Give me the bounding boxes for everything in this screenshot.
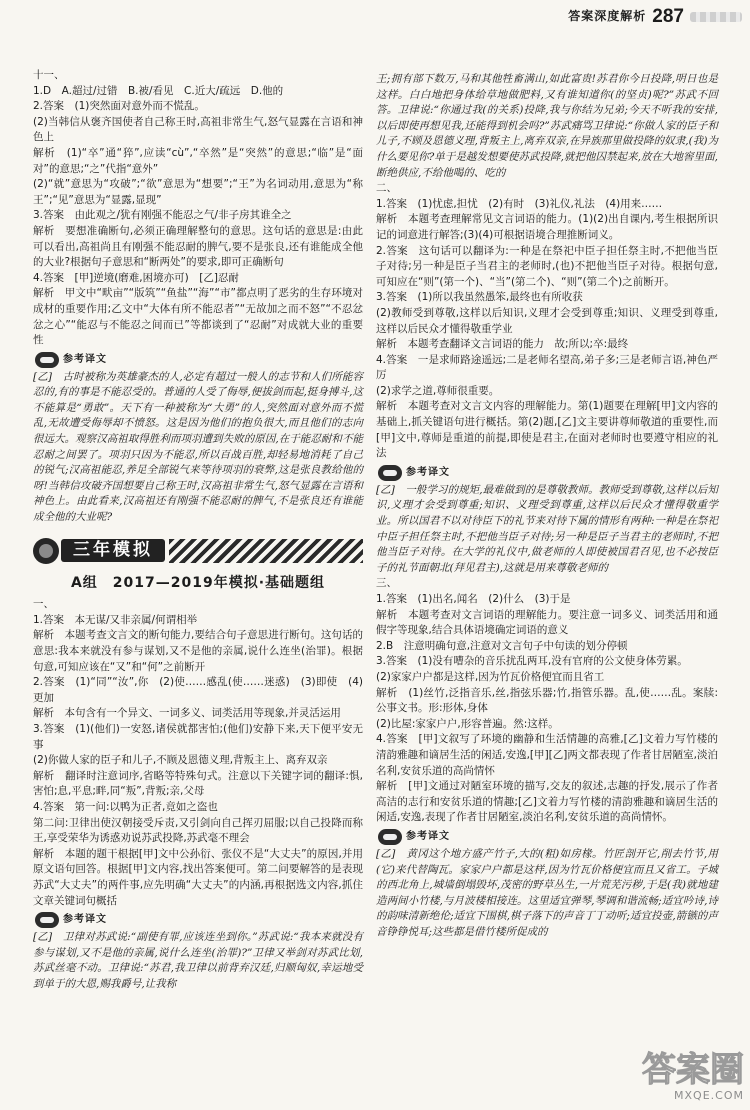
answer-item: 1.答案 (1)出名,闻名 (2)什么 (3)于是 xyxy=(376,593,571,605)
answer-item: 1.答案 本无谋/又非亲属/何谓相举 xyxy=(33,613,198,626)
answer-item: 2.答案 这句话可以翻译为:一种是在祭祀中臣子担任祭主时,不把他当臣子对待;另一种是臣子当君主的老师时,(也)不把他当臣子对待。根据句意,可知应在“则”(第一个)、“当”(第二个)、“则”(第二个)之前断开。 xyxy=(376,244,718,288)
answer-item: (2)求学之道,尊师很重要。 xyxy=(376,384,500,397)
reference-translation: [乙] 卫律对苏武说:“副使有罪,应该连坐到你。”苏武说:“我本来就没有参与谋划,又不是他的亲属,说什么连坐(治罪)?”卫律又举剑对苏武比划,苏武丝毫不动。卫律说:“苏君,我卫律以前背弃汉廷,归顺匈奴,幸运地受到单于的大恩,赐我爵号,让我称 xyxy=(33,931,363,990)
analysis-item: 解析 本题的题干根据[甲]文中公孙衍、张仪不是“大丈夫”的原因,并用原文语句回答。根据[甲]文内容,找出答案便可。第二问要解答的是表现苏武“大丈夫”的两件事,应先明确“大丈夫”的内涵,再根据选文内容,抓住文章关键词句概括 xyxy=(33,847,363,907)
answer-item: 3.答案 (1)没有嘈杂的音乐扰乱两耳,没有官府的公文使身体劳累。 xyxy=(376,655,688,668)
page-number: 287 xyxy=(652,6,684,28)
answer-item: 1.答案 (1)忧虑,担忧 (2)有时 (3)礼仪,礼法 (4)用来…… xyxy=(376,197,663,210)
analysis-item: 解析 [甲]文通过对陋室环境的描写,交友的叙述,志趣的抒发,展示了作者高洁的志行和安贫乐道的情趣;[乙]文着力写竹楼的清韵雅趣和谪居生活的闲适,安逸,表现了作者甘居陋室,淡泊名利,安贫乐道的高尚情怀。 xyxy=(376,780,718,824)
header-decoration xyxy=(690,12,742,22)
banner-title: 三年模拟 xyxy=(61,539,165,563)
book-icon xyxy=(35,912,59,928)
answer-item: 4.答案 第一问:以鸭为正者,竟如之盗也 xyxy=(33,800,218,813)
right-section-label: 二、 xyxy=(376,182,397,195)
answer-item: 4.答案 一是求师路途遥远;二是老师名望高,弟子多;三是老师言语,神色严厉 xyxy=(376,353,718,382)
analysis-item: 解析 翻译时注意词序,省略等特殊句式。注意以下关键字词的翻译:惧,害怕;息,平息;畔,同“叛”,背叛;亲,父母 xyxy=(33,769,363,798)
reference-translation-label: 参考译文 xyxy=(378,829,718,845)
reference-translation-label: 参考译文 xyxy=(378,465,718,481)
answer-item: 4.答案 [甲]文叙写了环境的幽静和生活情趣的高雅,[乙]文着力写竹楼的清韵雅趣和谪居生活的闲适,安逸,[甲][乙]两文都表现了作者甘居陋室,淡泊名利,安贫乐道的高尚情怀 xyxy=(376,733,718,777)
answer-item: 4.答案 [甲]逆境(磨难,困境亦可) [乙]忍耐 xyxy=(33,271,239,284)
right-section-label: 三、 xyxy=(376,577,397,590)
reference-translation: [乙] 黄冈这个地方盛产竹子,大的(粗)如房椽。竹匠剖开它,削去竹节,用(它)来代替陶瓦。家家户户都是这样,因为竹瓦价格便宜而且又省工。子城的西北角上,城墙倒塌毁坏,茂密的野草丛生,一片荒芜污秽,于是(我)就地建造两间小竹楼,与月波楼相接连。这里适宜弹琴,琴调和谐流畅;适宜吟诗,诗的韵味清新绝伦;适宜下围棋,棋子落下的声音丁丁动听;适宜投壶,箭镞的声音铮铮悦耳;这些都是借竹楼所促成的 xyxy=(376,847,718,938)
analysis-item: (2)比屋:家家户户,形容普遍。然:这样。 xyxy=(376,717,559,730)
answer-item: 2.B 注意明确句意,注意对文言句子中句读的划分停顿 xyxy=(376,639,628,652)
analysis-item: 解析 本题考查文言文的断句能力,要结合句子意思进行断句。这句话的意思:我本来就没有参与谋划,又不是他的亲属,说什么连坐(治罪)。根据句意,可知应该在“又”和“何”之前断开 xyxy=(33,629,363,673)
left-section-label: 一、 xyxy=(33,598,54,611)
reference-translation: [乙] 古时被称为英雄豪杰的人,必定有超过一般人的志节和人们所能容忍的,有的事是不能忍受的。普通的人受了侮辱,便拔剑而起,挺身搏斗,这不能算是“勇敢”。天下有一种被称为“大勇”的人,突然面对意外而不慌乱,无故遭受侮辱却不愤怒。这是因为他们的抱负很大,而且他们的志向很远大。观察汉高祖取得胜利而项羽遭到失败的原因,在于能忍耐和不能忍耐之间罢了。项羽只因为不能忍,所以百战百胜,却轻易地消耗了自己的锐气;汉高祖能忍,养足全部锐气来等待项羽的衰弊,这是张良教给他的呀!当韩信攻破齐国想要自己称王时,汉高祖非常生气,怒气显露在言语和神色上。由此看来,汉高祖还有刚强不能忍耐的脾气,不是张良还有谁能成全他的大业呢? xyxy=(33,370,363,524)
watermark-site: MXQE.COM xyxy=(674,1089,744,1102)
answer-item: 第二问:卫律出使汉朝接受斥责,又引剑向自己挥刃屈服;以自己投降而称王,享受荣华为诱惑劝说苏武投降,苏武毫不理会 xyxy=(33,816,363,845)
answer-item: 1.D A.超过/过错 B.被/看见 C.近大/疏远 D.他的 xyxy=(33,84,284,97)
answer-item: (2)当韩信从褒齐国使者自己称王时,高祖非常生气,怒气显露在言语和神色上 xyxy=(33,115,363,144)
analysis-item: 解析 要想准确断句,必须正确理解整句的意思。这句话的意思是:由此可以看出,高祖尚且有刚强不能忍耐的脾气,要不是张良,还有谁能成全他的大业?根据句子意思和“断两处”的要求,即可正确断句 xyxy=(33,224,363,269)
analysis-item: 解析 本题考查对文言词语的理解能力。要注意一词多义、词类活用和通假字等现象,结合具体语境确定词语的意义 xyxy=(376,608,718,637)
answer-item: (2)你做人家的臣子和儿子,不顾及恩德义理,背叛主上、离弃双亲 xyxy=(33,754,328,767)
answer-item: 2.答案 (1)突然面对意外而不慌乱。 xyxy=(33,100,205,113)
header-title: 答案深度解析 xyxy=(568,9,647,24)
page-header xyxy=(568,6,742,28)
answer-item: 3.答案 由此观之/犹有刚强不能忍之气/非子房其谁全之 xyxy=(33,209,292,222)
analysis-item: 解析 甲文中“畎亩”“版筑”“鱼盐”“海”“市”都点明了恶劣的生存环境对成材的重要作用;乙文中“大体有所不能忍者”“无故加之而不怒”“不忍忿忿之心”“能忍与不能忍之间而已”等都谈到了“忍耐”对成就大业的重要性 xyxy=(33,287,363,347)
banner-stripe xyxy=(169,539,363,563)
analysis-item: 解析 本题考查翻译文言词语的能力 故;所以;卒:最终 xyxy=(376,338,629,351)
reference-translation-continued: 王;拥有部下数万,马和其他牲畜满山,如此富贵!苏君你今日投降,明日也是这样。白白地把身体给草地做肥料,又有谁知道你(的坚贞)呢?”苏武不回答。卫律说:“你通过我(的关系)投降,我与你结为兄弟;今天不听我的安排,以后即使再想见我,还能得到机会吗?”苏武痛骂卫律说:“你做人家的臣子和儿子,不顾及恩德义理,背叛主上,离弃双亲,在异族那里做投降的奴隶,(我)为什么要见你?单于是越发想要使苏武投降,就把他囚禁起来,放在大地窖里面,断绝供应,不给他喝的、吃的 xyxy=(376,73,718,179)
reference-translation-label: 参考译文 xyxy=(35,352,363,368)
analysis-item: (2)“就”意思为“攻破”;“欲”意思为“想要”;“王”为名词动用,意思为“称王”;“见”意思为“显露,显现” xyxy=(33,178,363,206)
answer-item: 2.答案 (1)“同”“汝”,你 (2)使……感乱(使……迷惑) (3)即使 (4)更加 xyxy=(33,676,363,704)
left-column xyxy=(33,68,363,992)
analysis-item: 解析 (1)丝竹,泛指音乐,丝,指弦乐器;竹,指管乐器。乱,使……乱。案牍:公事文书。形:形体,身体 xyxy=(376,686,718,715)
answer-item: 3.答案 (1)所以我虽然愚笨,最终也有所收获 xyxy=(376,291,583,304)
analysis-item: 解析 本题考查对文言文内容的理解能力。第(1)题要在理解[甲]文内容的基础上,抓关键语句进行概括。第(2)题,[乙]文主要讲尊师敬道的重要性,而[甲]文中,尊师是重道的前提,即使是君主,在面对老师时也要遵守相应的礼法 xyxy=(376,400,718,460)
book-icon xyxy=(378,465,402,481)
left-section-label: 十一、 xyxy=(33,69,65,81)
answer-item: (2)家家户户都是这样,因为竹瓦价格便宜而且省工 xyxy=(376,670,605,683)
book-icon xyxy=(378,829,402,845)
reference-translation: [乙] 一般学习的规矩,最难做到的是尊敬教师。教师受到尊敬,这样以后知识,义理才会受到尊重;知识、义理受到尊重,这样以后民众才懂得敬重学业。所以国君不以对待臣下的礼节来对待下属的情形有两种:一种是在祭祀中臣子担任祭主时,不把他当臣子对待;另一种是臣子当君主的老师时,不把他当臣子对待。在大学的礼仪中,做老师的人即使被国君召见,也不必按臣子的礼节面朝北(拜见君主),这就是用来尊敬老师的 xyxy=(376,483,718,574)
group-title: A组 2017—2019年模拟·基础题组 xyxy=(70,574,326,591)
section-banner xyxy=(33,534,363,568)
right-column xyxy=(376,72,718,940)
book-icon xyxy=(35,352,59,368)
watermark-logo xyxy=(634,1052,744,1104)
analysis-item: 解析 本题考查理解常见文言词语的能力。(1)(2)出自课内,考生根据所识记的词意进行解答;(3)(4)可根据语境合理推断词义。 xyxy=(376,213,718,241)
analysis-item: 解析 (1)“卒”通“猝”,应读“cù”,“卒然”是“突然”的意思;“临”是“面对”的意思;“之”代指“意外” xyxy=(33,146,363,175)
mascot-icon xyxy=(33,538,59,564)
reference-translation-label: 参考译文 xyxy=(35,912,363,928)
analysis-item: 解析 本句含有一个异文、一词多义、词类活用等现象,并灵活运用 xyxy=(33,707,341,720)
answer-item: 3.答案 (1)(他们)一安怒,诸侯就都害怕;(他们)安静下来,天下便平安无事 xyxy=(33,722,363,751)
watermark-main: 答案圈 xyxy=(642,1050,744,1090)
answer-item: (2)教师受到尊敬,这样以后知识,义理才会受到尊重;知识、义理受到尊重,这样以后民众才懂得敬重学业 xyxy=(376,306,718,335)
